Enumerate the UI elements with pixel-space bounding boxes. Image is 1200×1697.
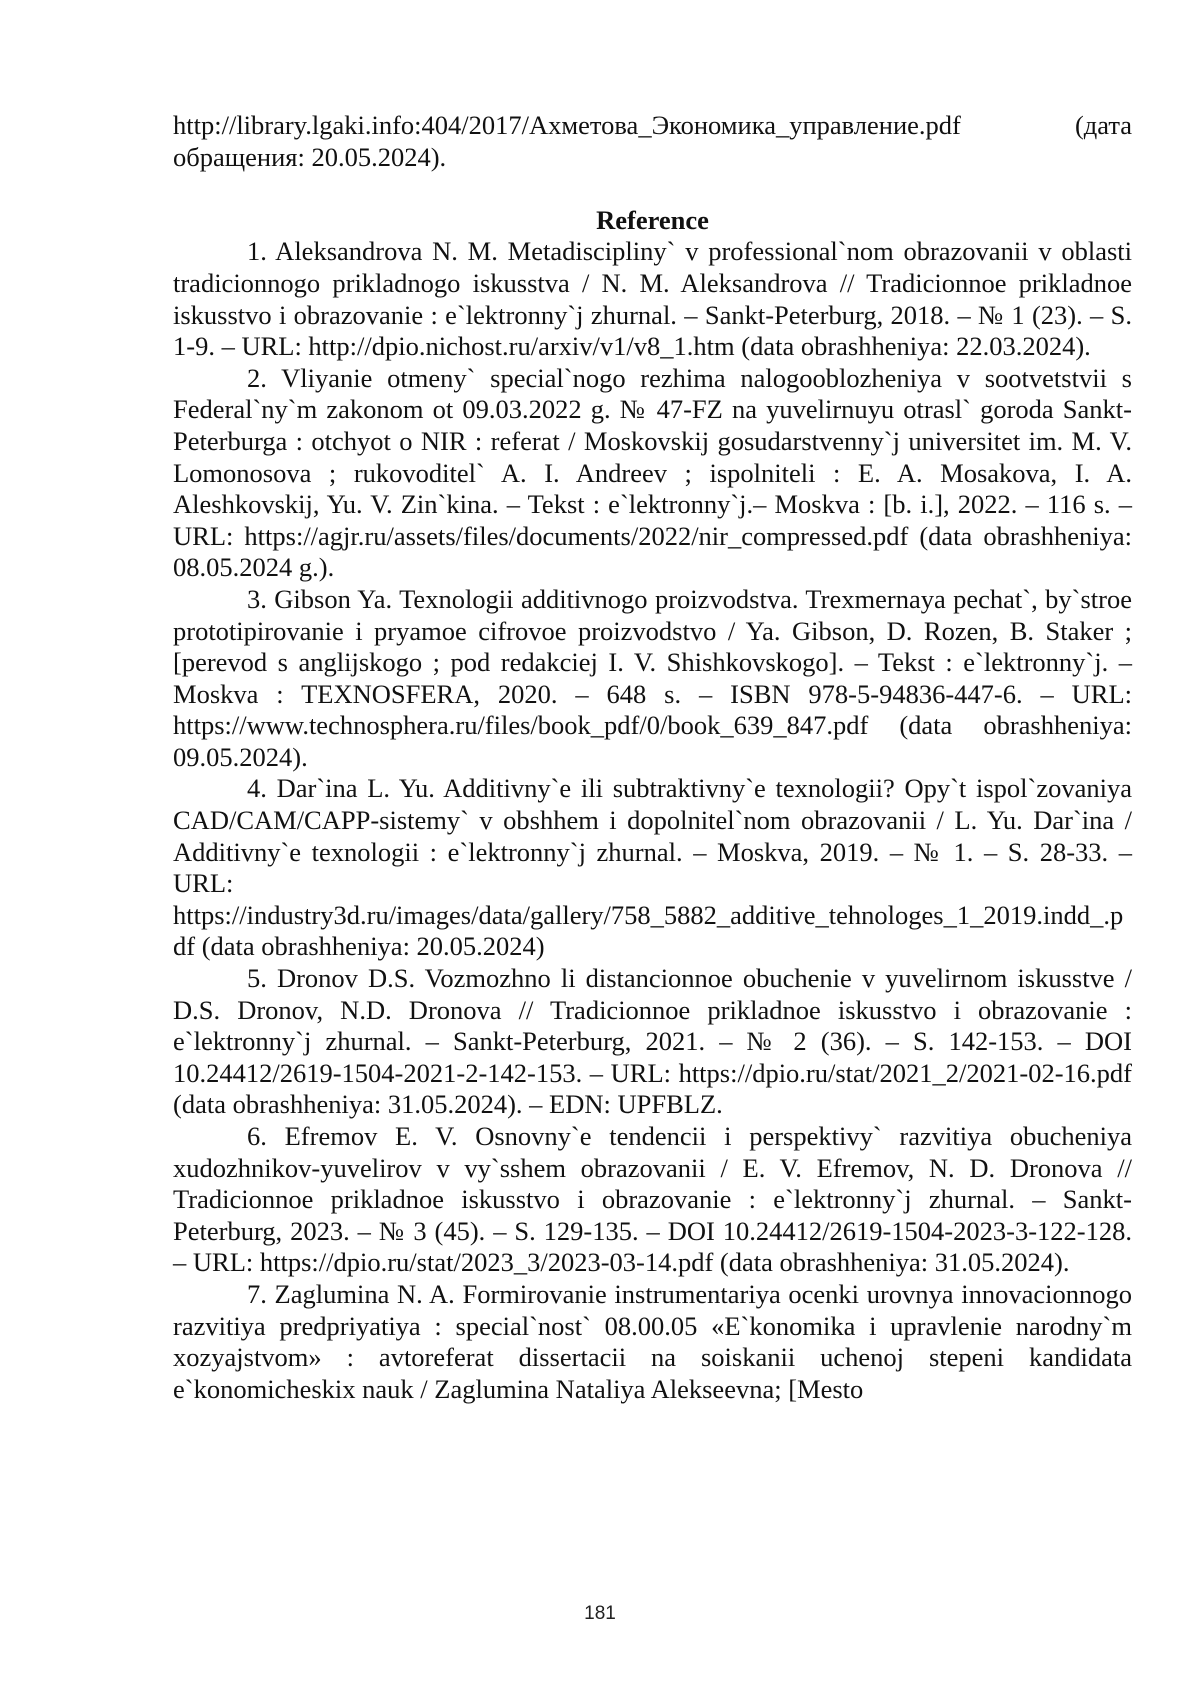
reference-item: 6. Efremov E. V. Osnovny`e tendencii i perspektivy` razvitiya obucheniya xudozhnikov-yuvelirov v vy`sshem obrazovanii / E. V. Efremov, N. D. Dronova // Tradicionnoe prikladnoe iskusstvo i obrazovanie : e`lektronny`j zhurnal. – Sankt-Peterburg, 2023. – № 3 (45). – S. 129-135. – DOI 10.24412/2619-1504-2023-3-122-128. – URL: https://dpio.ru/stat/2023_3/2023-03-14.pdf (data obrashheniya: 31.05.2024). (173, 1121, 1132, 1278)
reference-item: 4. Dar`ina L. Yu. Additivny`e ili subtraktivny`e texnologii? Opy`t ispol`zovaniya CAD/CAM/CAPP-sistemy` v obshhem i dopolnitel`nom obrazovanii / L. Yu. Dar`ina / Additivny`e texnologii : e`lektronny`j zhurnal. – Moskva, 2019. – № 1. – S. 28-33. – URL: https://industry3d.ru/images/data/gallery/758_5882_additive_tehnologes_1_2019.indd_.pdf (data obrashheniya: 20.05.2024) (173, 773, 1132, 962)
reference-item: 1. Aleksandrova N. M. Metadisciplinу` v professional`nom obrazovanii v oblasti tradicionnogo prikladnogo iskusstva / N. M. Aleksandrova // Tradicionnoe prikladnoe iskusstvo i obrazovanie : e`lektronny`j zhurnal. – Sankt-Peterburg, 2018. – № 1 (23). – S. 1-9. – URL: http://dpio.nichost.ru/arxiv/v1/v8_1.htm (data obrashheniya: 22.03.2024). (173, 236, 1132, 362)
reference-item: 3. Gibson Ya. Texnologii additivnogo proizvodstva. Trexmernaya pechat`, by`stroe prototipirovanie i pryamoe cifrovoe proizvodstvo / Ya. Gibson, D. Rozen, B. Staker ; [perevod s anglijskogo ; pod redakciej I. V. Shishkovskogo]. – Tekst : e`lektronny`j. – Moskva : TEXNOSFERA, 2020. – 648 s. – ISBN 978-5-94836-447-6. – URL: https://www.technosphera.ru/files/book_pdf/0/book_639_847.pdf (data obrashheniya: 09.05.2024). (173, 583, 1132, 772)
reference-item: 2. Vliyanie otmeny` special`nogo rezhima nalogooblozheniya v sootvetstvii s Federal`ny`m zakonom ot 09.03.2022 g. № 47-FZ na yuvelirnuyu otrasl` goroda Sankt-Peterburga : otchyot o NIR : referat / Moskovskij gosudarstvenny`j universitet im. M. V. Lomonosova ; rukovoditel` A. I. Andreev ; ispolniteli : E. A. Mosakova, I. A. Aleshkovskij, Yu. V. Zin`kina. – Tekst : e`lektronny`j.– Moskva : [b. i.], 2022. – 116 s. – URL: https://agjr.ru/assets/files/documents/2022/nir_compressed.pdf (data obrashheniya: 08.05.2024 g.). (173, 362, 1132, 583)
page-number: 181 (584, 1603, 616, 1624)
document-body (173, 110, 1132, 1405)
opening-text: http://library.lgaki.info:404/2017/Ахметова_Экономика_управление.pdf (дата обращения: 20.05.2024). (173, 110, 1132, 172)
reference-item: 7. Zaglumina N. A. Formirovanie instrumentariya ocenki urovnya innovacionnogo razvitiya predpriyatiya : special`nost` 08.00.05 «E`konomika i upravlenie narodny`m xozyajstvom» : avtoreferat dissertacii na soiskanii uchenoj stepeni kandidata e`konomicheskix nauk / Zaglumina Nataliya Alekseevna; [Mesto (173, 1278, 1132, 1404)
reference-item: 5. Dronov D.S. Vozmozhno li distancionnoe obuchenie v yuvelirnom iskusstve / D.S. Dronov, N.D. Dronova // Tradicionnoe prikladnoe iskusstvo i obrazovanie : e`lektronny`j zhurnal. – Sankt-Peterburg, 2021. – № 2 (36). – S. 142-153. – DOI 10.24412/2619-1504-2021-2-142-153. – URL: https://dpio.ru/stat/2021_2/2021-02-16.pdf (data obrashheniya: 31.05.2024). – EDN: UPFBLZ. (173, 963, 1132, 1120)
section-title: Reference (596, 204, 709, 235)
